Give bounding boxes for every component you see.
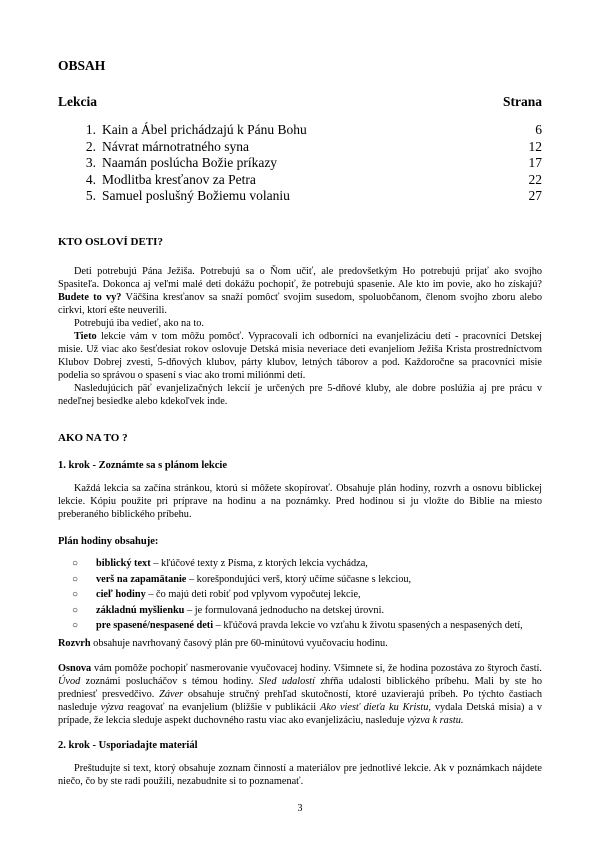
plan-heading: Plán hodiny obsahuje: [58,536,159,547]
step2-heading: 2. krok - Usporiadajte materiál [58,740,198,751]
text-run: zoznámi poslucháčov s témou hodiny. [80,676,259,687]
toc-item-page: 12 [528,138,542,154]
who-paragraph-1 [58,265,542,317]
step1-paragraph: Každá lekcia sa začína stránkou, ktorú si môžete skopírovať. Obsahuje plán hodiny, rozvrh a osnovu biblickej lekcie. Kópiu použite pri príprave na hodinu a na poznámky. Pred hodinou si ju vložte do Biblie na miesto preberaného biblického príbehu. [58,483,542,520]
bullet-circle-icon: ○ [72,573,79,585]
bullet-circle-icon: ○ [72,558,79,569]
toc-item [58,155,542,172]
toc-item [58,122,542,139]
page-title: OBSAH [58,58,106,73]
list-item-term: biblický text [96,558,151,569]
toc-item-title: Samuel poslušný Božiemu volaniu [102,188,290,204]
toc-item-page: 22 [528,171,542,187]
text-run-italic: Úvod [58,676,81,687]
text-run: zhŕňa udalosti biblického príbehu. Mali by ste ho predniesť presvedčivo. [58,676,542,700]
bullet-circle-icon: ○ [72,620,79,632]
plan-contents-list [72,556,542,634]
page-number: 3 [297,803,303,814]
list-item-desc: – je formulovaná jednoducho na detskej úrovni. [184,604,385,616]
text-run-italic: výzva [100,702,124,713]
toc-header [58,94,542,110]
text-run-bold: Osnova [58,663,92,674]
toc-item-title: Návrat márnotratného syna [102,138,249,154]
bullet-circle-icon: ○ [72,604,79,616]
text-run-italic: Záver [159,689,184,700]
list-item-desc: – kľúčová pravda lekcie vo vzťahu k životu spasených a nespasených detí, [213,620,523,632]
toc-item-number: 2. [85,138,96,154]
section-heading-how: AKO NA TO ? [58,432,128,444]
text-run: obsahuje stručný prehľad skutočností, ktoré uzavierajú príbeh. Po týchto častiach nasleduje [58,689,542,713]
toc-item-number: 1. [85,122,96,137]
list-item-term: cieľ hodiny [96,589,146,601]
text-run: vydala Detská misia) a v prípade, že lekcia sleduje aspekt duchovného rastu viac ako evanjelizáciu, nasleduje [58,702,542,726]
toc-item-page: 6 [535,122,542,137]
toc-item-title: Naamán poslúcha Božie príkazy [102,155,278,171]
list-item [72,572,542,588]
toc-item-page: 17 [528,155,542,171]
text-run-bold: Tieto [74,331,97,342]
list-item-desc: – korešpondujúci verš, ktorý učíme súčasne s lekciou, [186,573,412,585]
list-item-term: základnú myšlienku [96,604,185,616]
list-item [72,587,542,603]
list-item-desc: – čo majú deti robiť pod vplyvom vypočutej lekcie, [145,589,361,601]
text-run: lekcie vám v tom môžu pomôcť. Vypracovali ich odborníci na evanjelizáciu detí - pracovníci Detskej misie. Už viac ako šesťdesiat rokov oslovuje Detská misia neveriace deti evanjeliom Ježiša Krista prostredníctvom Klubov Dobrej zvesti, 5-dňových klubov, párty klubov, letných táborov a pod. Každoročne sa pracovníci misie podelia so správou o spasení s viac ako tromi miliónmi detí. [58,331,542,381]
text-run-bold: Budete to vy? [58,292,122,303]
toc-item-number: 4. [85,171,96,187]
text-run: vám pomôže pochopiť nasmerovanie vyučovacej hodiny. Všimnete si, že hodina pozostáva zo štyroch častí. [91,663,542,674]
toc-page-header: Strana [502,94,542,109]
table-of-contents [58,122,542,205]
text-run: obsahuje navrhovaný časový plán pre 60-minútovú vyučovaciu hodinu. [90,638,388,649]
text-run: reagovať na evanjelium (bližšie v publikácii [123,702,321,713]
list-item [72,556,542,572]
toc-item [58,188,542,205]
step2-paragraph: Preštudujte si text, ktorý obsahuje zoznam činností a materiálov pre jednotlivé lekcie. Ak v poznámkach nájdete niečo, čo by ste radi použili, nezabudnite si to poznamenať. [58,763,542,787]
toc-item-number: 5. [85,188,96,204]
text-run: Väčšina kresťanov sa snaží pomôcť svojim susedom, spoluobčanom, členom svojho zboru alebo cirkvi, ktorí ešte neuverili. [58,292,543,316]
toc-item-title: Modlitba kresťanov za Petra [102,171,256,187]
toc-item [58,139,542,156]
section-heading-who: KTO OSLOVÍ DETI? [58,236,163,248]
text-run-bold: Rozvrh [58,638,91,649]
step1-heading: 1. krok - Zoznámte sa s plánom lekcie [58,460,227,471]
text-run-italic: Sled udalostí [258,676,316,687]
text-run: Deti potrebujú Pána Ježiša. Potrebujú sa o Ňom učiť, ale predovšetkým Ho potrebujú prijať ako svojho Spasiteľa. Dokonca aj veľmi malé deti dokážu pochopiť, že potrebujú spasenie. Ale kto im povie, ako ho získajú? [58,266,542,290]
osnova-paragraph [58,662,542,727]
bullet-circle-icon: ○ [72,589,79,601]
toc-item-page: 27 [528,188,542,204]
list-item [72,603,542,619]
list-item [72,618,542,634]
rozvrh-paragraph [58,637,542,650]
toc-item [58,172,542,189]
toc-item-number: 3. [85,155,96,171]
who-paragraph-2: Potrebujú iba vedieť, ako na to. [74,318,204,329]
text-run-italic: výzva k rastu. [407,715,464,726]
list-item-term: verš na zapamätanie [96,573,187,585]
toc-lesson-header: Lekcia [58,94,97,109]
list-item-desc: – kľúčové texty z Písma, z ktorých lekcia vychádza, [150,558,368,569]
list-item-term: pre spasené/nespasené deti [96,620,214,632]
text-run-italic: Ako viesť dieťa ku Kristu, [320,702,431,713]
who-paragraph-4: Nasledujúcich päť evanjelizačných lekcií je určených pre 5-dňové kluby, ale dobre poslúžia aj pre prácu v nedeľnej besiedke alebo kdekoľvek inde. [58,383,542,407]
who-paragraph-3 [58,330,542,382]
toc-item-title: Kain a Ábel prichádzajú k Pánu Bohu [102,122,307,137]
